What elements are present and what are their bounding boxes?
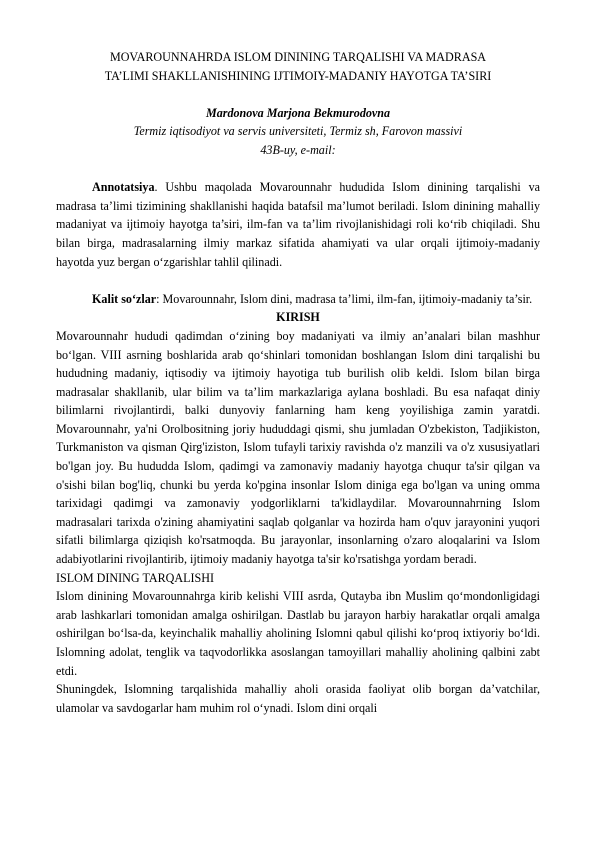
intro-paragraph: Movarounnahr hududi qadimdan o‘zining boy madaniyati va ilmiy an’analari bilan mashhur bo‘lgan. VIII asrning boshlarida arab qo‘shinlari tomonidan boshlangan Islom dini tarqalishi bu hududning madaniy, iqtisodiy va ijtimoiy hayotiga tub burilish olib keldi. Islom bilan birga madrasalar shakllanib, ular bilim va ta’lim markazlariga aylana boshladi. Bu esa nafaqat diniy bilimlarni rivojlantirdi, balki dunyoviy fanlarning ham keng yoyilishiga zamin yaratdi. Movarounnahr, ya'ni Orolbositning joriy hududdagi qismi, shu jumladan O'zbekiston, Tadjikiston, Turkmaniston va qisman Qirg'iziston, Islom tufayli tarixiy ravishda o'z manzili va o'z xususiyatlari bo'lgan joy. Bu hududda Islom, qadimgi va zamonaviy madaniy hayotga chuqur ta'sir qilgan va o'sishi bilan bog'liq, chunki bu yerda ko'pgina insonlar Islom diniga ega bo'lgan va uning omma tarixidagi qadimgi va zamonaviy yodgorliklarni ta'kidlaydilar. Movarounnahrning Islom madrasalari tarixda o'zining ahamiyatini saqlab qolganlar va hozirda ham o'quv jarayonini yuqori sifatli bilimlarga qiziqish ko'rsatmoqda. Bu jarayonlar, insonlarning o'zaro aloqalarini va Islom adabiyotlarini rivojlantirib, ijtimoiy madaniy hayotga ta'sir ko'rsatishga yordam beradi. bbox=[56, 328, 540, 567]
spread-paragraph-2: Shuningdek, Islomning tarqalishida mahalliy aholi orasida faoliyat olib borgan da’vatchilar, ulamolar va savdogarlar ham muhim rol o‘ynadi. Islom dini orqali bbox=[56, 682, 540, 715]
paper-page bbox=[56, 48, 540, 717]
title-line-2: TA’LIMI SHAKLLANISHINING IJTIMOIY-MADANIY HAYOTGA TA’SIRI bbox=[104, 68, 492, 83]
abstract-label: Annotatsiya bbox=[92, 180, 155, 195]
affiliation-line-2: 43B-uy, e-mail: bbox=[260, 142, 336, 157]
author-name: Mardonova Marjona Bekmurodovna bbox=[205, 105, 391, 120]
affiliation-line-1: Termiz iqtisodiyot va servis universiteti, Termiz sh, Farovon massivi bbox=[133, 124, 463, 139]
section-heading-intro: KIRISH bbox=[276, 310, 320, 325]
keywords-paragraph bbox=[56, 290, 540, 309]
abstract-paragraph bbox=[56, 178, 540, 271]
title-line-1: MOVAROUNNAHRDA ISLOM DININING TARQALISHI VA MADRASA bbox=[109, 50, 487, 64]
abstract-text: . Ushbu maqolada Movarounnahr hududida Islom dinining tarqalishi va madrasa ta’limi tizimining shakllanishi haqida batafsil ma’lumot beriladi. Islom dinining mahalliy madaniyat va ijtimoiy hayotga ta’siri, ilm-fan va ta’lim rivojlanishidagi roli ko‘rib chiqiladi. Shu bilan birga, madrasalarning ilmiy markaz sifatida ahamiyati va ular orqali ijtimoiy-madaniy hayotda yuz bergan o‘zgarishlar tahlil qilinadi. bbox=[56, 180, 540, 269]
keywords-label: Kalit so‘zlar bbox=[92, 291, 157, 306]
spread-paragraph-1: Islom dinining Movarounnahrga kirib kelishi VIII asrda, Qutayba ibn Muslim qo‘mondonligidagi arab lashkarlari tomonidan amalga oshirilgan. Dastlab bu jarayon harbiy harakatlar orqali amalga oshirilgan bo‘lsa-da, keyinchalik mahalliy aholining Islomni qabul qilishi ko‘proq ixtiyoriy bo‘ldi. Islomning adolat, tenglik va taqvodorlikka asoslangan tamoyillari mahalliy aholining qalbini zabt etdi. bbox=[56, 589, 540, 678]
section-heading-spread: ISLOM DINING TARQALISHI bbox=[56, 570, 215, 585]
keywords-text: : Movarounnahr, Islom dini, madrasa ta’limi, ilm-fan, ijtimoiy-madaniy ta’sir. bbox=[156, 291, 533, 306]
